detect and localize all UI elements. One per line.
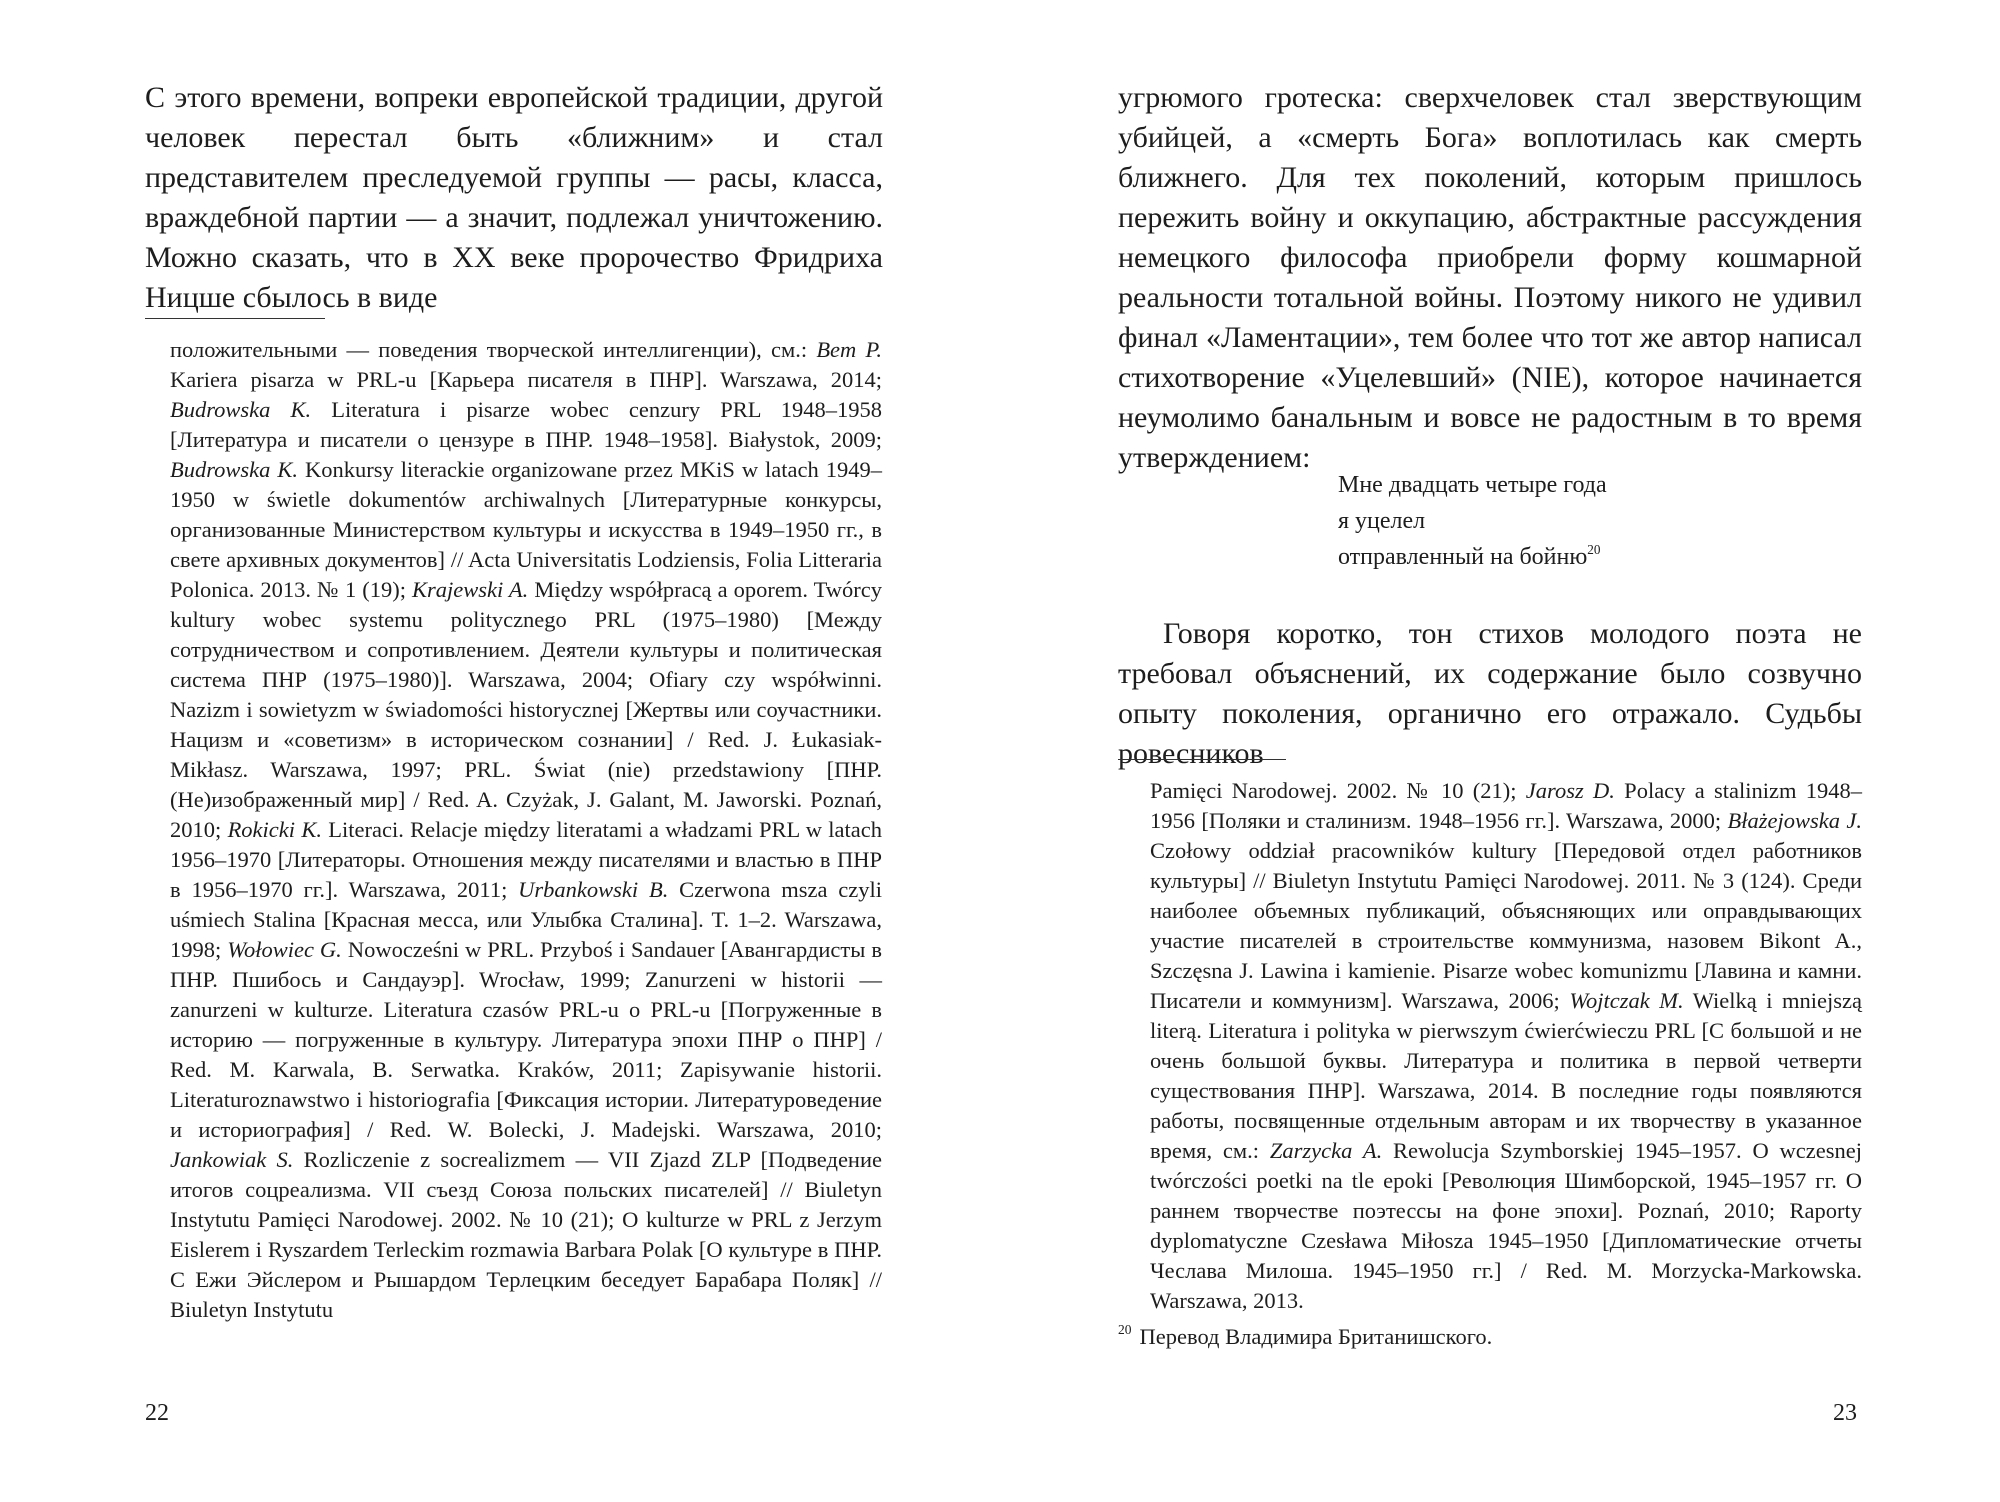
poem-line-1: Мне двадцать четыре года [1338, 472, 1607, 498]
footnote-author: Bem P. [816, 337, 882, 362]
footnote-author: Zarzycka A. [1269, 1138, 1383, 1163]
footnote-text: Kariera pisarza w PRL-u [Карьера писателя в ПНР]. Warszawa, 2014; [170, 367, 882, 392]
poem-note-ref: 20 [1587, 542, 1601, 558]
footnote-20-text: Перевод Владимира Британишского. [1139, 1324, 1493, 1349]
footnote-text: Czołowy oddział pracowników kultury [Передовой отдел работников культуры] // Biuletyn Instytutu Pamięci Narodowej. 2011. № 3 (124). Среди наиболее объемных публикаций, объясняющих или оправдывающих участие писателей в строительстве коммунизма, назовем Bikont A., Szczęsna J. Lawina i kamienie. Pisarze wobec komunizmu [Лавина и камни. Писатели и коммунизм]. Warszawa, 2006; [1150, 838, 1862, 1013]
right-footnote [1150, 776, 1862, 1316]
page-number-left: 22 [145, 1400, 169, 1426]
right-main-text [1118, 78, 1862, 478]
left-main-paragraph: С этого времени, вопреки европейской традиции, другой человек перестал быть «ближним» и стал представителем преследуемой группы — расы, класса, враждебной партии — а значит, подлежал уничтожению. Можно сказать, что в XX веке пророчество Фридриха Ницше сбылось в виде [145, 81, 883, 314]
footnote-author: Jarosz D. [1525, 778, 1615, 803]
poem-line-3-text: отправленный на бойню [1338, 544, 1588, 570]
poem-line-2: я уцелел [1338, 508, 1426, 534]
right-main-text-2 [1118, 614, 1862, 774]
footnote-author: Budrowska K. [170, 457, 299, 482]
footnote-text: Pamięci Narodowej. 2002. № 10 (21); [1150, 778, 1526, 803]
footnote-text: Nowocześni w PRL. Przyboś i Sandauer [Авангардисты в ПНР. Пшибось и Сандауэр]. Wrocław, 1999; Zanurzeni w historii — zanurzeni w kulturze. Literatura czasów PRL-u o PRL-u [Погруженные в историю — погруженные в культуру. Литература эпохи ПНР о ПНР] / Red. M. Karwala, B. Serwatka. Kraków, 2011; Zapisywanie historii. Literaturoznawstwo i historiografia [Фиксация истории. Литературоведение и историография] / Red. W. Bolecki, J. Madejski. Warszawa, 2010; [170, 937, 882, 1142]
footnote-text: Konkursy literackie organizowane przez MKiS w latach 1949–1950 w świetle dokumentów archiwalnych [Литературные конкурсы, организованные Министерством культуры и искусства в 1949–1950 гг., в свете архивных документов] // Acta Universitatis Lodziensis, Folia Litteraria Polonica. 2013. № 1 (19); [170, 457, 882, 602]
footnote-author: Jankowiak S. [170, 1147, 294, 1172]
footnote-text: Polacy a stalinizm 1948–1956 [Поляки и сталинизм. 1948–1956 гг.]. Warszawa, 2000; [1150, 778, 1863, 833]
poem-line-3 [1338, 539, 1607, 575]
footnote-text: Rewolucja Szymborskiej 1945–1957. O wczesnej twórczości poetki na tle epoki [Революция Шимборской, 1945–1957 гг. О раннем творчестве поэтессы на фоне эпохи]. Poznań, 2010; Raporty dyplomatyczne Czesława Miłosza 1945–1950 [Дипломатические отчеты Чеслава Милоша. 1945–1950 гг.] / Red. M. Morzycka-Markowska. Warszawa, 2013. [1150, 1138, 1862, 1313]
poem-quote [1338, 467, 1607, 575]
footnote-20 [1118, 1322, 1492, 1352]
right-main-paragraph-1: угрюмого гротеска: сверхчеловек стал зверствующим убийцей, а «смерть Бога» воплотилась как смерть ближнего. Для тех поколений, которым пришлось пережить войну и оккупацию, абстрактные рассуждения немецкого философа приобрели форму кошмарной реальности тотальной войны. Поэтому никого не удивил финал «Ламентации», тем более что тот же автор написал стихотворение «Уцелевший» (NIE), которое начинается неумолимо банальным и вовсе не радостным в то время утверждением: [1118, 81, 1862, 474]
footnote-text: Literatura i pisarze wobec cenzury PRL 1948–1958 [Литература и писатели о цензуре в ПНР. 1948–1958]. Białystok, 2009; [170, 397, 882, 452]
page-number-right: 23 [1833, 1400, 1857, 1426]
footnote-text: положительными — поведения творческой интеллигенции), см.: [170, 337, 817, 362]
left-footnote-paragraph [170, 335, 882, 1325]
right-main-paragraph-2: Говоря коротко, тон стихов молодого поэта не требовал объяснений, их содержание было созвучно опыту поколения, органично его отражало. Судьбы ровесников [1118, 617, 1862, 770]
footnote-author: Wołowiec G. [227, 937, 342, 962]
footnote-text: Wielką i mniejszą literą. Literatura i polityka w pierwszym ćwierćwieczu PRL [С большой и не очень большой буквы. Литература и политика в первой четверти существования ПНР]. Warszawa, 2014. В последние годы появляются работы, посвященные отдельным авторам и их творчеству в указанное время, см.: [1150, 988, 1863, 1163]
footnote-author: Krajewski A. [412, 577, 529, 602]
left-footnote-separator [145, 318, 325, 319]
footnote-text: Rozliczenie z socrealizmem — VII Zjazd ZLP [Подведение итогов соцреализма. VII съезд Союза польских писателей] // Biuletyn Instytutu Pamięci Narodowej. 2002. № 10 (21); O kulturze w PRL z Jerzym Eislerem i Ryszardem Terleckim rozmawia Barbara Polak [О культуре в ПНР. С Ежи Эйслером и Рышардом Терлецким беседует Барабара Поляк] // Biuletyn Instytutu [170, 1147, 883, 1322]
footnote-text: Między współpracą a oporem. Twórcy kultury wobec systemu politycznego PRL (1975–1980) [Между сотрудничеством и сопротивлением. Деятели культуры и политическая система ПНР (1975–1980)]. Warszawa, 2004; Ofiary czy współwinni. Nazizm i sowietyzm w świadomości historycznej [Жертвы или соучастники. Нацизм и «советизм» в историческом сознании] / Red. J. Łukasiak-Mikłasz. Warszawa, 1997; PRL. Świat (nie) przedstawiony [ПНР. (Не)изображенный мир] / Red. A. Czyżak, J. Galant, M. Jaworski. Poznań, 2010; [170, 577, 882, 842]
right-footnote-paragraph [1150, 776, 1862, 1316]
footnote-author: Wojtczak M. [1569, 988, 1684, 1013]
left-footnote [170, 335, 882, 1325]
footnote-author: Rokicki K. [227, 817, 322, 842]
right-footnote-separator [1118, 759, 1286, 760]
left-main-text [145, 78, 883, 318]
footnote-author: Budrowska K. [170, 397, 312, 422]
footnote-text: Literaci. Relacje między literatami a władzami PRL w latach 1956–1970 [Литераторы. Отношения между писателями и властью в ПНР в 1956–1970 гг.]. Warszawa, 2011; [170, 817, 882, 902]
footnote-20-number: 20 [1118, 1321, 1132, 1337]
footnote-author: Błażejowska J. [1727, 808, 1862, 833]
footnote-text: Czerwona msza czyli uśmiech Stalina [Красная месса, или Улыбка Сталина]. T. 1–2. Warszawa, 1998; [170, 877, 882, 962]
footnote-author: Urbankowski B. [518, 877, 669, 902]
